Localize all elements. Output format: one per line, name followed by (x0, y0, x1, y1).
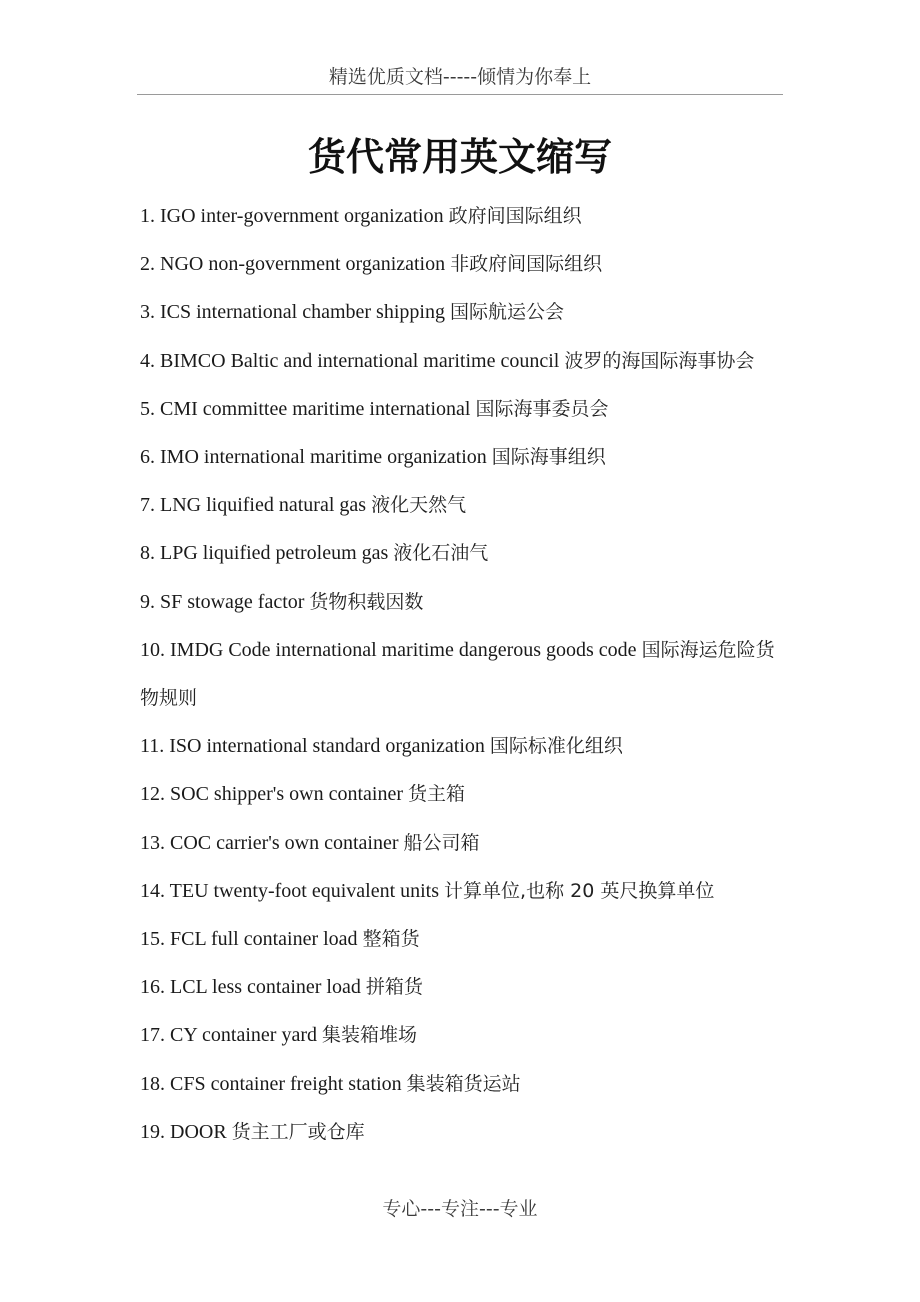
list-item (140, 626, 785, 722)
list-item (140, 240, 785, 288)
entry-english: 18. CFS container freight station (140, 1072, 407, 1095)
entry-chinese: 波罗的海国际海事协会 (564, 349, 755, 372)
entry-chinese: 货主箱 (408, 783, 466, 806)
list-item (140, 867, 785, 915)
entry-english: 17. CY container yard (140, 1024, 322, 1047)
entry-english: 15. FCL full container load (140, 928, 363, 951)
entry-chinese: 国际航运公会 (449, 301, 564, 324)
entry-english: 2. NGO non-government organization (140, 253, 451, 276)
entry-chinese: 货物积载因数 (309, 590, 424, 613)
entry-chinese: 集装箱堆场 (321, 1024, 417, 1047)
entry-chinese: 液化天然气 (371, 494, 467, 517)
entry-english: 19. DOOR (140, 1120, 232, 1143)
entry-english: 14. TEU twenty-foot equivalent units (140, 879, 445, 902)
entry-chinese: 船公司箱 (403, 831, 480, 854)
list-item (140, 385, 785, 433)
entry-english: 12. SOC shipper's own container (140, 783, 409, 806)
entry-english: 5. CMI committee maritime international (140, 397, 476, 420)
entry-chinese: 集装箱货运站 (406, 1072, 521, 1095)
page-footer: 专心---专注---专业 (382, 1198, 538, 1220)
entry-chinese: 国际标准化组织 (489, 735, 623, 758)
list-item (140, 1108, 785, 1156)
list-item (140, 578, 785, 626)
entry-chinese: 拼箱货 (365, 976, 423, 999)
entry-chinese: 国际海运危险货物规则 (140, 638, 775, 710)
list-item (140, 529, 785, 577)
entry-chinese: 整箱货 (362, 928, 420, 951)
entry-english: 13. COC carrier's own container (140, 831, 404, 854)
entry-english: 7. LNG liquified natural gas (140, 494, 372, 517)
list-item (140, 770, 785, 818)
header-divider (137, 94, 783, 95)
list-item (140, 337, 785, 385)
entry-english: 9. SF stowage factor (140, 590, 310, 613)
entry-english: 3. ICS international chamber shipping (140, 301, 450, 324)
entry-chinese: 计算单位,也称 20 英尺换算单位 (444, 879, 715, 902)
list-item (140, 963, 785, 1011)
list-item (140, 288, 785, 336)
entry-chinese: 国际海事组织 (491, 446, 606, 469)
entry-chinese: 非政府间国际组织 (450, 253, 603, 276)
entry-english: 11. ISO international standard organization (140, 735, 490, 758)
list-item (140, 915, 785, 963)
list-item (140, 192, 785, 240)
abbreviation-list (140, 192, 785, 1156)
entry-english: 4. BIMCO Baltic and international maritime council (140, 349, 565, 372)
entry-chinese: 液化石油气 (393, 542, 489, 565)
entry-chinese: 货主工厂或仓库 (231, 1120, 365, 1143)
entry-english: 16. LCL less container load (140, 976, 366, 999)
entry-chinese: 国际海事委员会 (475, 397, 609, 420)
list-item (140, 722, 785, 770)
list-item (140, 433, 785, 481)
list-item (140, 481, 785, 529)
entry-english: 8. LPG liquified petroleum gas (140, 542, 394, 565)
page-header: 精选优质文档-----倾情为你奉上 (328, 66, 592, 88)
entry-english: 6. IMO international maritime organization (140, 446, 492, 469)
list-item (140, 1060, 785, 1108)
entry-english: 1. IGO inter-government organization (140, 205, 449, 227)
list-item (140, 819, 785, 867)
list-item (140, 1011, 785, 1059)
entry-english: 10. IMDG Code international maritime dangerous goods code (140, 638, 642, 661)
entry-chinese: 政府间国际组织 (448, 205, 582, 227)
page-title: 货代常用英文缩写 (307, 135, 612, 179)
